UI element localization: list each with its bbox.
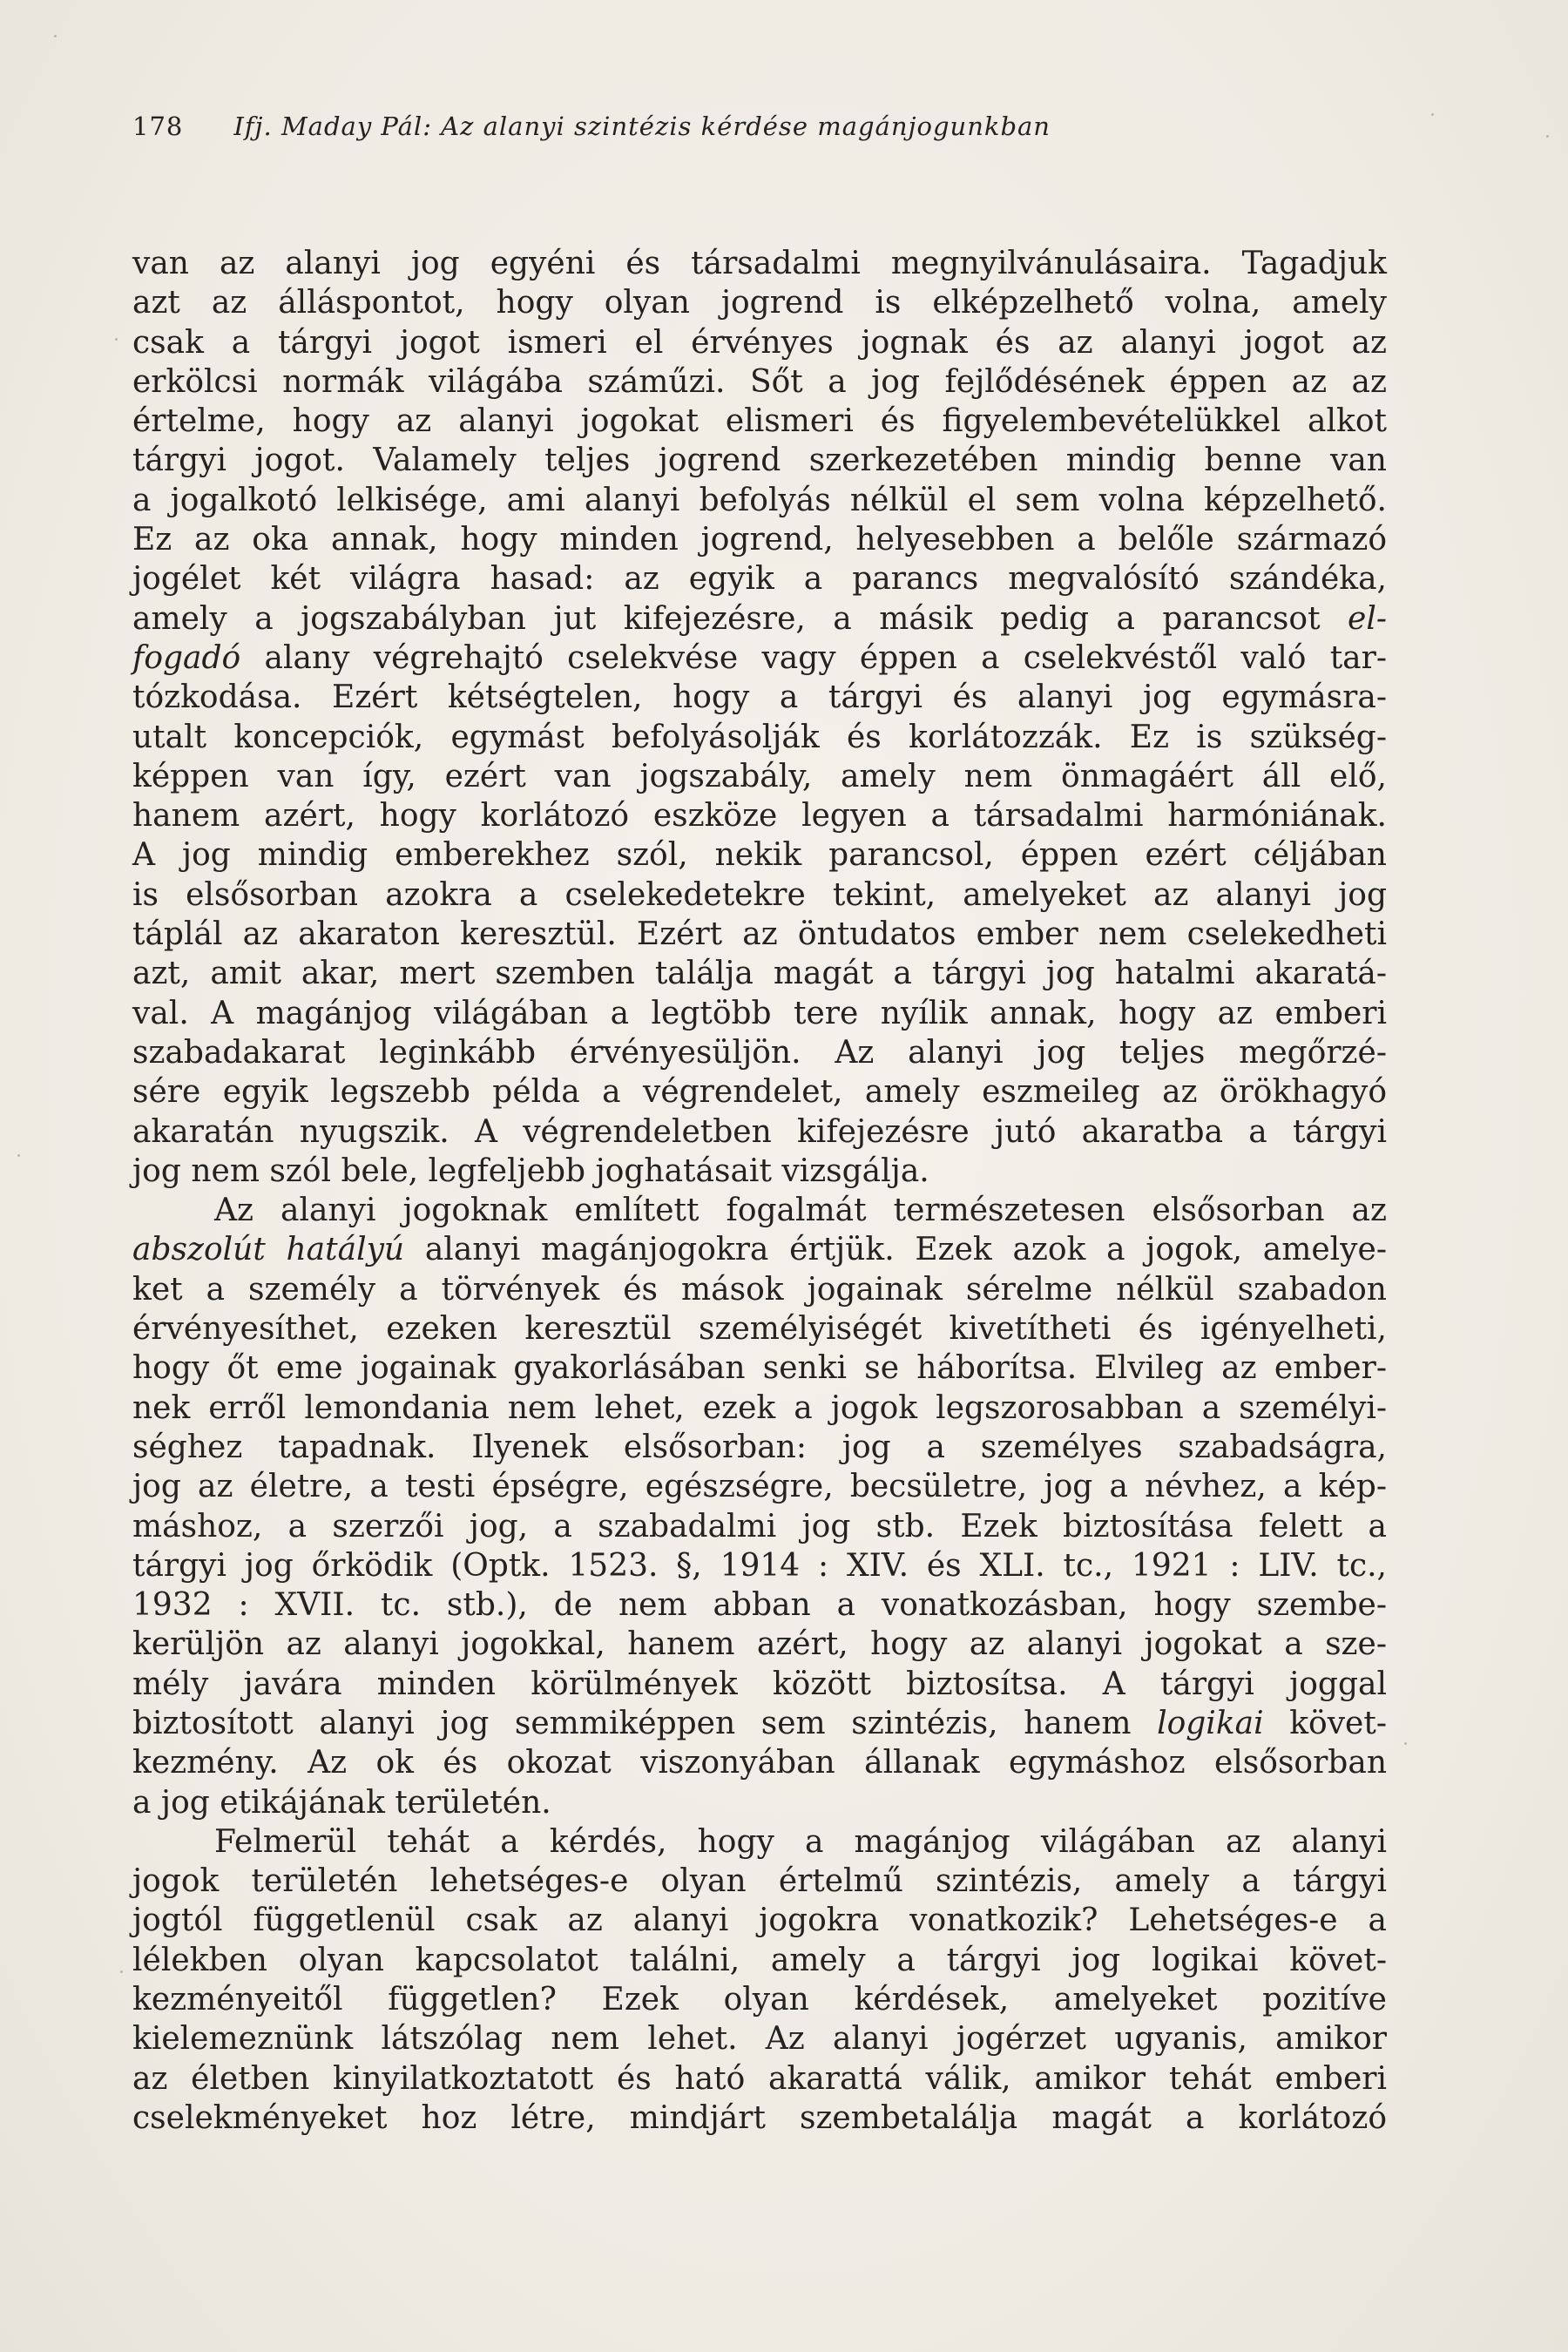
text-line: képpen van így, ezért van jogszabály, amely nem önmagáért áll elő, bbox=[132, 758, 1387, 794]
text-line: tárgyi jogot. Valamely teljes jogrend szerkezetében mindig benne van bbox=[132, 443, 1387, 479]
text-line: val. A magánjog világában a legtöbb tere nyílik annak, hogy az emberi bbox=[132, 995, 1387, 1031]
text-line: értelme, hogy az alanyi jogokat elismeri és figyelembevételükkel alkot bbox=[132, 403, 1387, 440]
italic-word: abszolút hatályú bbox=[132, 1232, 405, 1268]
text-line: az életben kinyilatkoztatott és ható akarattá válik, amikor tehát emberi bbox=[132, 2060, 1387, 2097]
text-line: csak a tárgyi jogot ismeri el érvényes jognak és az alanyi jogot az bbox=[132, 324, 1387, 361]
text-line: jogtól függetlenül csak az alanyi jogokra vonatkozik? Lehetséges-e a bbox=[132, 1903, 1387, 1939]
text-line: lélekben olyan kapcsolatot találni, amely a tárgyi jog logikai követ- bbox=[132, 1942, 1387, 1978]
text-line: erkölcsi normák világába száműzi. Sőt a jog fejlődésének éppen az az bbox=[132, 363, 1387, 400]
text-line: táplál az akaraton keresztül. Ezért az öntudatos ember nem cselekedheti bbox=[132, 916, 1387, 953]
italic-word: logikai bbox=[1157, 1705, 1264, 1741]
text-line: azt, amit akar, mert szemben találja magát a tárgyi jog hatalmi akaratá- bbox=[132, 956, 1387, 992]
italic-word: fogadó bbox=[132, 639, 241, 676]
text-line: kielemeznünk látszólag nem lehet. Az alanyi jogérzet ugyanis, amikor bbox=[132, 2021, 1387, 2058]
text-line: hogy őt eme jogainak gyakorlásában senki se háborítsa. Elvileg az ember- bbox=[132, 1350, 1387, 1387]
text-line: a jog etikájának területén. bbox=[132, 1784, 551, 1821]
text-line: 1932 : XVII. tc. stb.), de nem abban a vonatkozásban, hogy szembe- bbox=[132, 1587, 1387, 1624]
text-line: jogélet két világra hasad: az egyik a parancs megvalósító szándéka, bbox=[132, 561, 1387, 598]
text-line: is elsősorban azokra a cselekedetekre tekint, amelyeket az alanyi jog bbox=[132, 876, 1387, 913]
text-line: tózkodása. Ezért kétségtelen, hogy a tárgyi és alanyi jog egymásra- bbox=[132, 679, 1387, 716]
text-line: ket a személy a törvények és mások jogainak sérelme nélkül szabadon bbox=[132, 1271, 1387, 1308]
text-line: érvényesíthet, ezeken keresztül személyiségét kivetítheti és igényelheti, bbox=[132, 1311, 1387, 1348]
text-line: Az alanyi jogoknak említett fogalmát természetesen elsősorban az bbox=[214, 1193, 1387, 1229]
text-line: Felmerül tehát a kérdés, hogy a magánjog világában az alanyi bbox=[214, 1823, 1387, 1860]
paper-speck bbox=[1404, 1742, 1407, 1745]
text-line: jog az életre, a testi épségre, egészségre, becsületre, jog a névhez, a kép- bbox=[132, 1469, 1387, 1505]
running-title: Ifj. Maday Pál: Az alanyi szintézis kérdése magánjogunkban bbox=[233, 112, 1051, 141]
page-number: 178 bbox=[132, 112, 184, 141]
text-line: nek erről lemondania nem lehet, ezek a jogok legszorosabban a személyi- bbox=[132, 1389, 1387, 1426]
text-line: tárgyi jog őrködik (Optk. 1523. §, 1914 : XIV. és XLI. tc., 1921 : LIV. tc., bbox=[132, 1547, 1387, 1584]
body-text bbox=[132, 244, 1387, 2138]
text-line: utalt koncepciók, egymást befolyásolják és korlátozzák. Ez is szükség- bbox=[132, 719, 1387, 755]
text-line: kerüljön az alanyi jogokkal, hanem azért, hogy az alanyi jogokat a sze- bbox=[132, 1626, 1387, 1663]
page-header bbox=[132, 112, 1404, 155]
text-line: jog nem szól bele, legfeljebb joghatásait vizsgálja. bbox=[132, 1152, 929, 1189]
text-line: jogok területén lehetséges-e olyan értelmű szintézis, amely a tárgyi bbox=[132, 1863, 1387, 1900]
text-line: biztosított alanyi jog semmiképpen sem szintézis, hanem logikai követ- bbox=[132, 1705, 1387, 1741]
italic-word: el- bbox=[1348, 600, 1387, 637]
text-line: mély javára minden körülmények között biztosítsa. A tárgyi joggal bbox=[132, 1666, 1387, 1702]
paper-speck bbox=[115, 338, 118, 341]
text-line: kezmény. Az ok és okozat viszonyában állanak egymáshoz elsősorban bbox=[132, 1745, 1387, 1781]
paper-speck bbox=[17, 1154, 20, 1157]
text-line: sére egyik legszebb példa a végrendelet, amely eszmeileg az örökhagyó bbox=[132, 1074, 1387, 1111]
text-line: abszolút hatályú alanyi magánjogokra értjük. Ezek azok a jogok, amelye- bbox=[132, 1232, 1387, 1268]
text-line: akaratán nyugszik. A végrendeletben kifejezésre jutó akaratba a tárgyi bbox=[132, 1113, 1387, 1150]
text-line: hanem azért, hogy korlátozó eszköze legyen a társadalmi harmóniának. bbox=[132, 798, 1387, 835]
text-line: máshoz, a szerzői jog, a szabadalmi jog stb. Ezek biztosítása felett a bbox=[132, 1508, 1387, 1544]
paper-speck bbox=[54, 35, 57, 37]
text-line: amely a jogszabályban jut kifejezésre, a másik pedig a parancsot el- bbox=[132, 600, 1387, 637]
text-line: van az alanyi jog egyéni és társadalmi megnyilvánulásaira. Tagadjuk bbox=[132, 246, 1387, 281]
paper-speck bbox=[1431, 113, 1434, 116]
paper-speck bbox=[120, 1970, 123, 1973]
text-line: a jogalkotó lelkisége, ami alanyi befolyás nélkül el sem volna képzelhető. bbox=[132, 482, 1387, 518]
text-line: Ez az oka annak, hogy minden jogrend, helyesebben a belőle származó bbox=[132, 522, 1387, 558]
paper-speck bbox=[1546, 135, 1549, 138]
text-line: fogadó alany végrehajtó cselekvése vagy éppen a cselekvéstől való tar- bbox=[132, 639, 1387, 676]
text-line: azt az álláspontot, hogy olyan jogrend is elképzelhető volna, amely bbox=[132, 285, 1387, 321]
text-line: A jog mindig emberekhez szól, nekik parancsol, éppen ezért céljában bbox=[132, 837, 1387, 874]
text-line: szabadakarat leginkább érvényesüljön. Az alanyi jog teljes megőrzé- bbox=[132, 1034, 1387, 1071]
text-line: kezményeitől független? Ezek olyan kérdések, amelyeket pozitíve bbox=[132, 1982, 1387, 2018]
text-line: séghez tapadnak. Ilyenek elsősorban: jog a személyes szabadságra, bbox=[132, 1429, 1387, 1465]
text-line: cselekményeket hoz létre, mindjárt szembetalálja magát a korlátozó bbox=[132, 2099, 1387, 2136]
